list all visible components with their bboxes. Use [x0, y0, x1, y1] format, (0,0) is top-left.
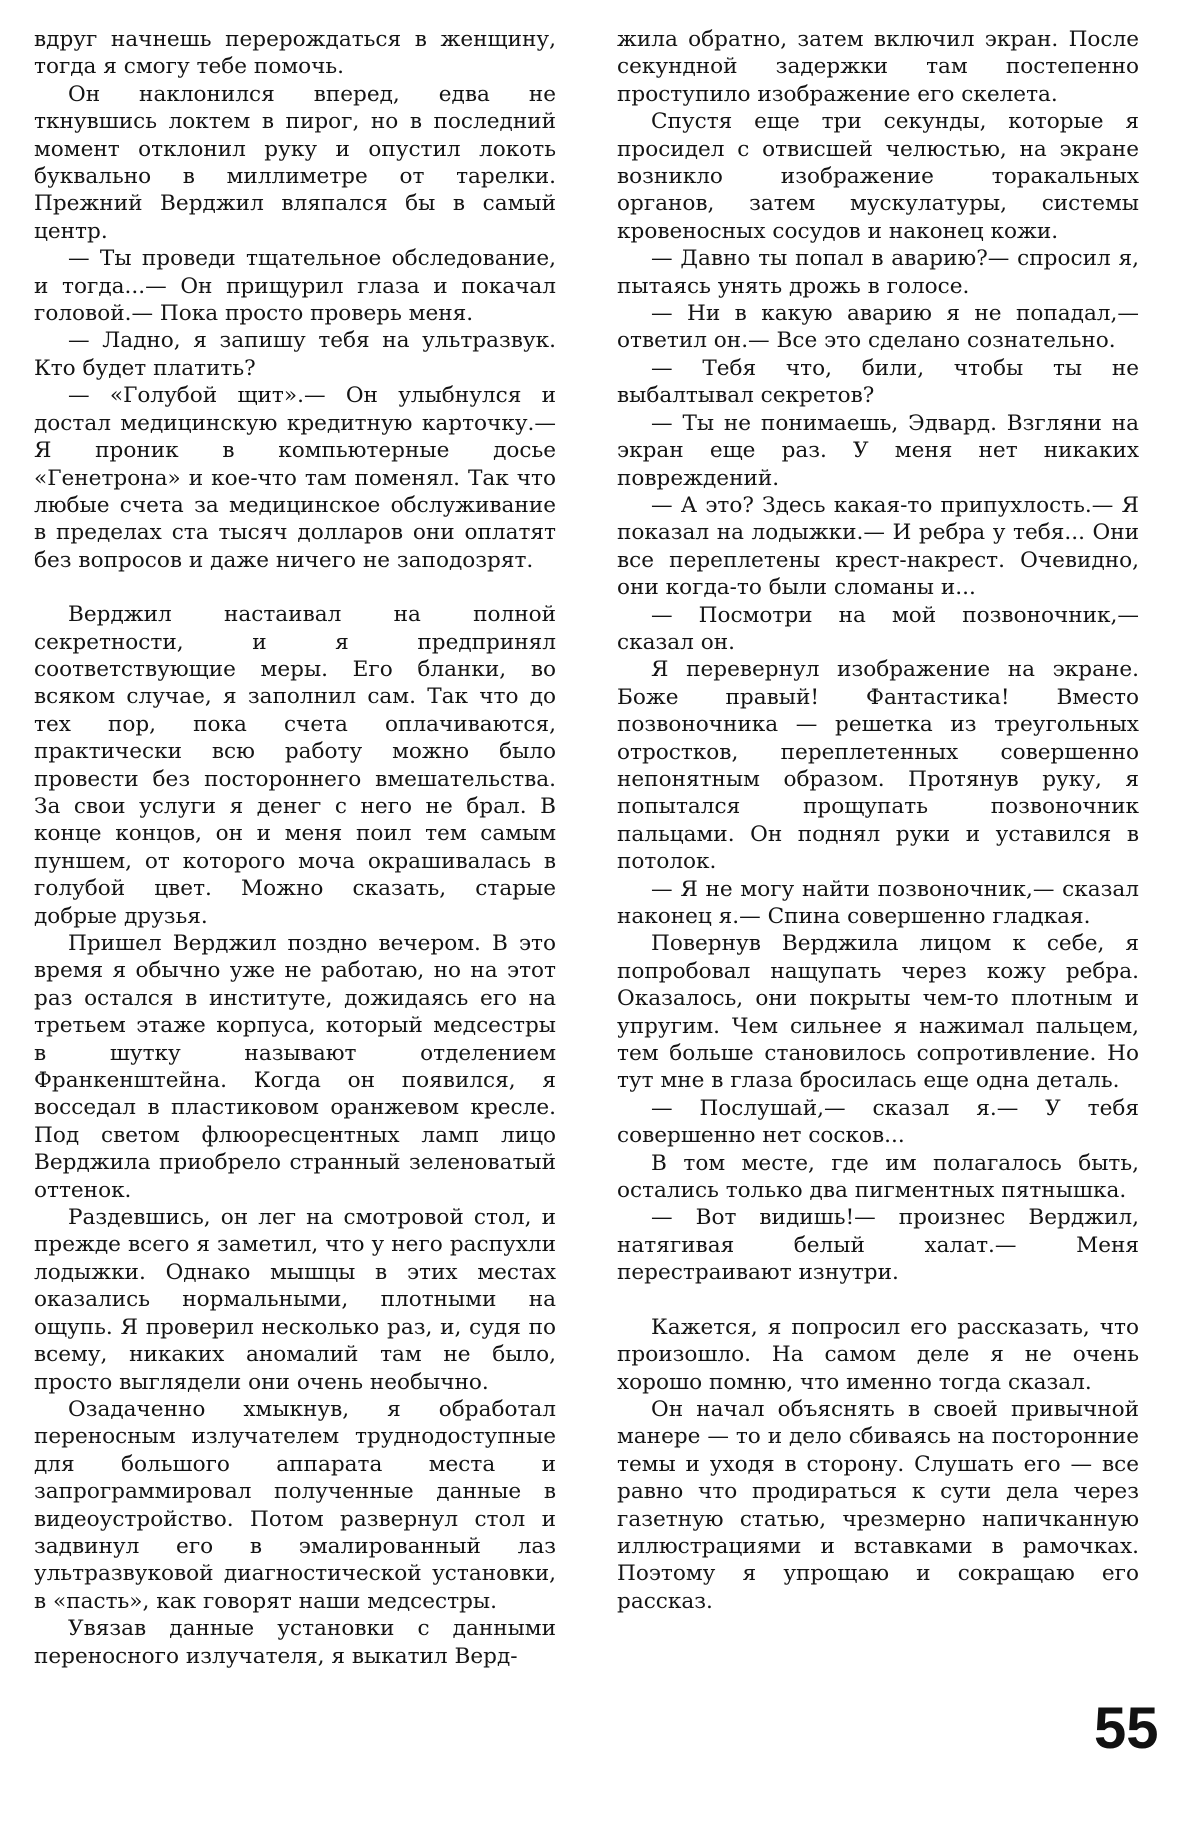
left-column — [34, 26, 556, 1670]
paragraph: — Послушай,— сказал я.— У тебя совершенно нет сосков... — [617, 1095, 1139, 1149]
right-column — [617, 26, 1139, 1615]
paragraph: — Тебя что, били, чтобы ты не выбалтывал секретов? — [617, 355, 1139, 409]
paragraph: Спустя еще три секунды, которые я просидел с отвисшей челюстью, на экране возникло изображение торакальных органов, затем мускулатуры, системы кровеносных сосудов и наконец кожи. — [617, 109, 1139, 244]
paragraph: Он начал объяснять в своей привычной манере — то и дело сбиваясь на посторонние темы и уходя в сторону. Слушать его — все равно что продираться к сути дела через газетную статью, чрезмерно напичканную иллюстрациями и вставками в рамочках. Поэтому я упрощаю и сокращаю его рассказ. — [617, 1396, 1139, 1614]
paragraph: — Ладно, я запишу тебя на ультразвук. Кто будет платить? — [34, 328, 556, 381]
paragraph: — Ты проведи тщательное обследование, и тогда...— Он прищурил глаза и покачал головой.— Пока просто проверь меня. — [34, 246, 556, 327]
paragraph: — Ты не понимаешь, Эдвард. Взгляни на экран еще раз. У меня нет никаких повреждений. — [617, 410, 1139, 491]
paragraph: В том месте, где им полагалось быть, остались только два пигментных пятнышка. — [617, 1150, 1139, 1204]
paragraph: — Посмотри на мой позвоночник,— сказал он. — [617, 602, 1139, 655]
paragraph: Увязав данные установки с данными переносного излучателя, я выкатил Верд- — [34, 1616, 556, 1669]
section-break — [617, 1287, 1139, 1314]
paragraph: — «Голубой щит».— Он улыбнулся и достал медицинскую кредитную карточку.— Я проник в компьютерные досье «Генетрона» и кое-что там поменял. Так что любые счета за медицинское обслуживание в пределах ста тысяч долларов они оплатят без вопросов и даже ничего не заподозрят. — [34, 383, 556, 573]
paragraph: Он наклонился вперед, едва не ткнувшись локтем в пирог, но в последний момент отклонил руку и опустил локоть буквально в миллиметре от тарелки. Прежний Верджил вляпался бы в самый центр. — [34, 81, 556, 244]
paragraph: Верджил настаивал на полной секретности, и я предпринял соответствующие меры. Его бланки, во всяком случае, я заполнил сам. Так что до тех пор, пока счета оплачиваются, практически всю работу можно было провести без постороннего вмешательства. За свои услуги я денег с него не брал. В конце концов, он и меня поил тем самым пуншем, от которого моча окрашивалась в голубой цвет. Можно сказать, старые добрые друзья. — [34, 602, 556, 929]
paragraph: Повернув Верджила лицом к себе, я попробовал нащупать через кожу ребра. Оказалось, они покрыты чем-то плотным и упругим. Чем сильнее я нажимал пальцем, тем больше становилось сопротивление. Но тут мне в глаза бросилась еще одна деталь. — [617, 931, 1139, 1094]
page-number: 55 — [1094, 1696, 1159, 1761]
paragraph: Озадаченно хмыкнув, я обработал переносным излучателем труднодоступные для большого аппарата места и запрограммировал полученные данные в видеоустройство. Потом развернул стол и задвинул его в эмалированный лаз ультразвуковой диагностической установки, в «пасть», как говорят наши медсестры. — [34, 1396, 556, 1614]
paragraph: Я перевернул изображение на экране. Боже правый! Фантастика! Вместо позвоночника — решетка из треугольных отростков, переплетенных совершенно непонятным образом. Протянув руку, я попытался прощупать позвоночник пальцами. Он поднял руки и уставился в потолок. — [617, 657, 1139, 875]
paragraph: жила обратно, затем включил экран. После секундной задержки там постепенно проступило изображение его скелета. — [617, 27, 1139, 107]
section-break — [34, 574, 556, 601]
paragraph: — А это? Здесь какая-то припухлость.— Я показал на лодыжки.— И ребра у тебя... Они все переплетены крест-накрест. Очевидно, они когда-то были сломаны и... — [617, 492, 1139, 601]
paragraph: — Ни в какую аварию я не попадал,— ответил он.— Все это сделано сознательно. — [617, 301, 1139, 354]
paragraph: Кажется, я попросил его рассказать, что произошло. На самом деле я не очень хорошо помню, что именно тогда сказал. — [617, 1314, 1139, 1395]
paragraph: Пришел Верджил поздно вечером. В это время я обычно уже не работаю, но на этот раз остался в институте, дожидаясь его на третьем этаже корпуса, который медсестры в шутку называют отделением Франкенштейна. Когда он появился, я восседал в пластиковом оранжевом кресле. Под светом флюоресцентных ламп лицо Верджила приобрело странный зеленоватый оттенок. — [34, 931, 556, 1203]
paragraph: вдруг начнешь перерождаться в женщину, тогда я смогу тебе помочь. — [34, 27, 556, 80]
paragraph: — Я не могу найти позвоночник,— сказал наконец я.— Спина совершенно гладкая. — [617, 876, 1139, 929]
paragraph: Раздевшись, он лег на смотровой стол, и прежде всего я заметил, что у него распухли лодыжки. Однако мышцы в этих местах оказались нормальными, плотными на ощупь. Я проверил несколько раз, и, судя по всему, никаких аномалий там не было, просто выглядели они очень необычно. — [34, 1205, 556, 1395]
paragraph: — Вот видишь!— произнес Верджил, натягивая белый халат.— Меня перестраивают изнутри. — [617, 1205, 1139, 1286]
paragraph: — Давно ты попал в аварию?— спросил я, пытаясь унять дрожь в голосе. — [617, 246, 1139, 299]
